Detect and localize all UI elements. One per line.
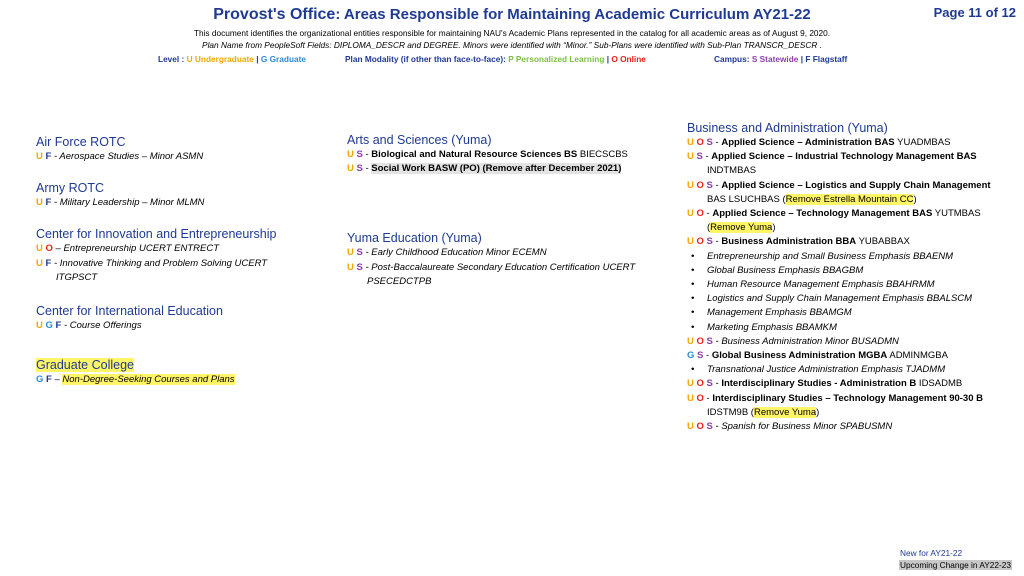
legend-graduate: G Graduate [260,54,307,64]
emphasis-item: • Transnational Justice Administration Emphasis TJADMM [687,363,1017,377]
list-item-continued: IDSTM9B (Remove Yuma) [707,406,820,418]
list-item: U O S - Applied Science – Logistics and Supply Chain Management [687,179,991,191]
emphasis-item: • Marketing Emphasis BBAMKM [687,321,1017,335]
list-item: U O - Interdisciplinary Studies – Technology Management 90-30 B [687,392,983,404]
legend-level: Level : U Undergraduate | G Graduate [158,54,307,64]
description-line-2: Plan Name from PeopleSoft Fields: DIPLOMA_DESCR and DEGREE. Minors were identified with “Minor.” Sub-Plans were identified with Sub-Plan TRANSCR_DESCR . [202,40,822,50]
emphasis-item: • Entrepreneurship and Small Business Emphasis BBAENM [687,250,1017,264]
list-item: U O S - Business Administration BBA YUBABBAX [687,236,910,248]
list-item: U S - Applied Science – Industrial Technology Management BAS [687,151,977,163]
legend-modality: Plan Modality (if other than face-to-face): P Personalized Learning | O Online [345,54,646,64]
legend-personalized: P Personalized Learning [508,54,605,64]
footer-change-label: Upcoming Change in AY22-23 [900,560,1012,570]
list-item: U O S - Applied Science – Administration BAS YUADMBAS [687,137,951,148]
list-item: U S - Biological and Natural Resource Sciences BS BIECSCBS [347,149,628,160]
list-item: U O – Entrepreneurship UCERT ENTRECT [36,243,220,255]
footer-new-label: New for AY21-22 [900,548,963,558]
section-business-administration-yuma: Business and Administration (Yuma) [687,121,888,135]
emphasis-item: • Human Resource Management Emphasis BBAHRMM [687,278,1017,292]
page-header [0,6,1024,51]
emphasis-item: • Management Emphasis BBAMGM [687,306,1017,320]
middle-column [347,132,677,289]
list-item-continued: INDTMBAS [707,165,757,177]
title-rest: : Areas Responsible for Maintaining Academic Curriculum AY21-22 [335,6,811,23]
list-item: U F - Innovative Thinking and Problem Solving UCERT [36,257,268,269]
section-army-rotc: Army ROTC [36,181,105,196]
section-graduate-college: Graduate College [36,358,134,373]
list-item: U O S - Business Administration Minor BUSADMN [687,335,899,347]
page-title [0,6,1024,24]
list-item-continued: BAS LSUCHBAS (Remove Estrella Mountain CC) [707,193,917,205]
list-item: U O - Applied Science – Technology Management BAS YUTMBAS [687,208,981,220]
list-item-continued: ITGPSCT [56,271,98,283]
list-item: U F - Military Leadership – Minor MLMN [36,197,205,209]
section-yuma-education: Yuma Education (Yuma) [347,231,482,246]
legend-undergraduate: U Undergraduate [186,54,254,64]
section-innovation-entrepreneurship: Center for Innovation and Entrepreneurship [36,227,277,242]
section-arts-sciences-yuma: Arts and Sciences (Yuma) [347,133,492,147]
section-international-education: Center for International Education [36,304,223,319]
description-line-1: This document identifies the organizational entities responsible for maintaining NAU's Academic Plans represented in the catalog for all academic areas as of August 9, 2020. [193,28,831,38]
legend-online: O Online [611,54,646,64]
list-item-continued: (Remove Yuma) [707,222,776,234]
list-item: G S - Global Business Administration MGBA ADMINMGBA [687,350,948,362]
list-item: U G F - Course Offerings [36,320,142,332]
list-item: U S - Post-Baccalaureate Secondary Education Certification UCERT [347,261,636,273]
title-main: Provost's Office [213,6,336,23]
page-number: Page 11 of 12 [933,5,1016,20]
legend-campus: Campus: S Statewide | F Flagstaff [714,54,848,64]
legend-flagstaff: F Flagstaff [805,54,848,64]
list-item: G F – Non-Degree-Seeking Courses and Plans [36,374,235,386]
emphasis-item: • Logistics and Supply Chain Management Emphasis BBALSCM [687,292,1017,306]
legend-statewide: S Statewide [751,54,799,64]
list-item: U S - Social Work BASW (PO) (Remove after December 2021) [347,163,622,175]
emphasis-item: • Global Business Emphasis BBAGBM [687,264,1017,278]
list-item: U F - Aerospace Studies – Minor ASMN [36,151,204,162]
list-item: U O S - Spanish for Business Minor SPABUSMN [687,421,893,433]
list-item: U O S - Interdisciplinary Studies - Administration B IDSADMB [687,378,963,390]
left-column [36,134,336,387]
list-item-continued: PSECEDCTPB [367,275,432,287]
list-item: U S - Early Childhood Education Minor ECEMN [347,247,547,259]
section-air-force-rotc: Air Force ROTC [36,135,126,149]
right-column [687,120,1017,434]
